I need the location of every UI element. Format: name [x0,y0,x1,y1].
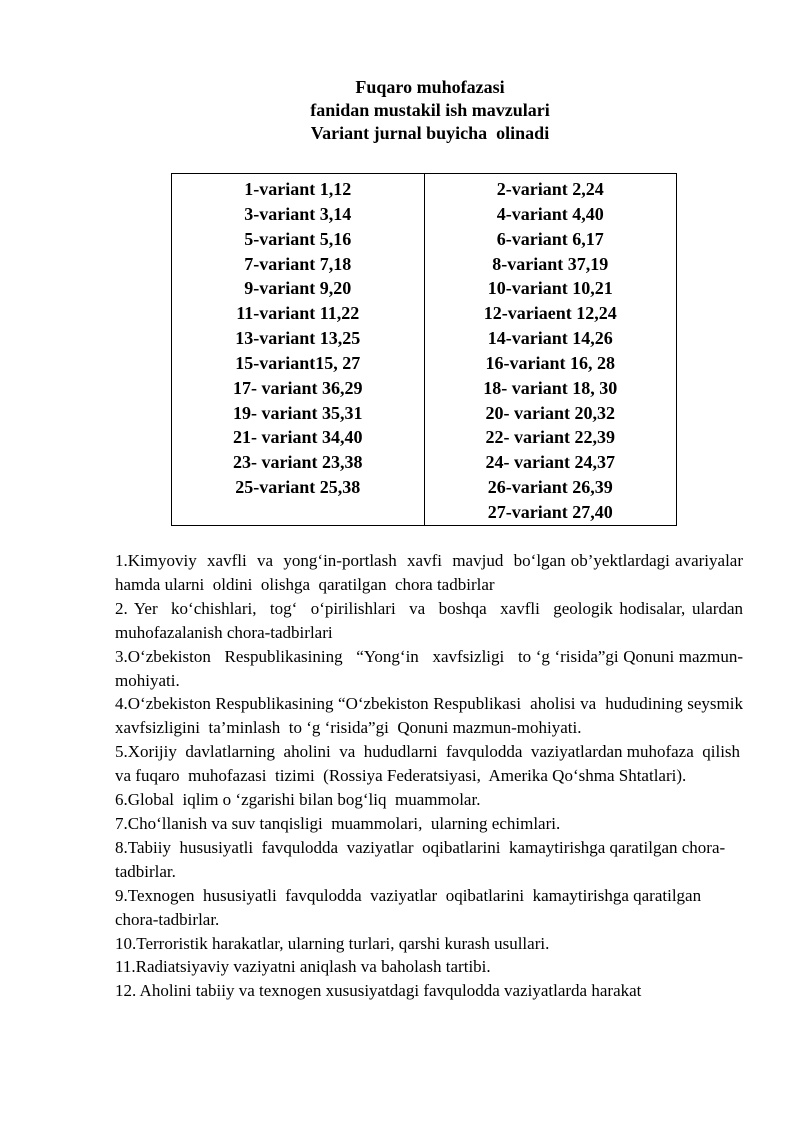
variant-item: 19- variant 35,31 [233,402,363,423]
variant-item: 6-variant 6,17 [496,228,604,249]
topic-item: 10.Terroristik harakatlar, ularning turlari, qarshi kurash usullari. [115,933,550,953]
variant-item: 18- variant 18, 30 [483,377,618,398]
variant-item: 20- variant 20,32 [485,402,615,423]
topic-item: 1.Kimyoviy xavfli va yong‘in-portlash xavfi mavjud bo‘lgan ob’yektlardagi avariyalar hamda ularni oldini olishga qaratilgan chora tadbirlar [115,551,748,594]
topic-item: 4.O‘zbekiston Respublikasining “O‘zbekiston Respublikasi aholisi va hududining seysmik xavfsizligini ta’minlash to ‘g ‘risida”gi Qonuni mazmun-mohiyati. [115,694,752,738]
topic-item: 7.Cho‘llanish va suv tanqisligi muammolari, ularning echimlari. [115,813,561,833]
topic-item: 11.Radiatsiyaviy vaziyatni aniqlash va baholash tartibi. [115,957,491,977]
document-title [0,76,800,145]
topic-item: 6.Global iqlim o ‘zgarishi bilan bog‘liq muammolar. [115,790,481,810]
variant-item: 5-variant 5,16 [244,228,352,249]
variant-item: 14-variant 14,26 [487,328,613,349]
variant-item: 9-variant 9,20 [244,278,352,299]
variant-column-right [424,174,677,526]
variant-item: 25-variant 25,38 [235,477,361,498]
variant-item: 11-variant 11,22 [236,303,360,324]
variant-item: 15-variant15, 27 [235,352,361,373]
variant-column-left [172,174,425,526]
variant-item: 24- variant 24,37 [485,452,615,473]
variant-item: 10-variant 10,21 [487,278,613,299]
variant-item: 16-variant 16, 28 [485,352,615,373]
title-line-1: Fuqaro muhofazasi [355,77,505,97]
topic-list [115,549,752,1003]
topic-item: 3.O‘zbekiston Respublikasining “Yong‘in xavfsizligi to ‘g ‘risida”gi Qonuni mazmun-mohiyati. [115,646,743,690]
variant-table [171,173,677,526]
variant-item: 3-variant 3,14 [244,203,352,224]
variant-item: 26-variant 26,39 [487,477,613,498]
topic-item: 5.Xorijiy davlatlarning aholini va hududlarni favqulodda vaziyatlardan muhofaza qilish va fuqaro muhofazasi tizimi (Rossiya Federatsiyasi, Amerika Qo‘shma Shtatlari). [115,742,745,786]
variant-item: 23- variant 23,38 [233,452,363,473]
variant-item: 27-variant 27,40 [487,501,613,522]
variant-item: 21- variant 34,40 [233,427,363,448]
variant-item: 8-variant 37,19 [492,253,609,274]
topic-item: 2. Yer ko‘chishlari, tog‘ o‘pirilishlari va boshqa xavfli geologik hodisalar, ulardan muhofazalanish chora-tadbirlari [115,598,748,642]
variant-item: 7-variant 7,18 [244,253,352,274]
variant-item: 12-variaent 12,24 [483,303,617,324]
variant-item: 22- variant 22,39 [485,427,615,448]
variant-item: 4-variant 4,40 [496,203,604,224]
variant-item: 2-variant 2,24 [496,179,604,199]
variant-item: 1-variant 1,12 [244,179,352,199]
title-line-3: Variant jurnal buyicha olinadi [310,123,550,143]
variant-item: 13-variant 13,25 [235,328,361,349]
topic-item: 12. Aholini tabiiy va texnogen xususiyatdagi favqulodda vaziyatlarda harakat [115,981,642,1001]
topic-item: 8.Tabiiy hususiyatli favqulodda vaziyatlar oqibatlarini kamaytirishga qaratilgan chora-tadbirlar. [115,837,726,881]
title-line-2: fanidan mustakil ish mavzulari [310,100,550,120]
variant-item: 17- variant 36,29 [233,377,363,398]
topic-item: 9.Texnogen hususiyatli favqulodda vaziyatlar oqibatlarini kamaytirishga qaratilgan chora-tadbirlar. [115,885,706,929]
